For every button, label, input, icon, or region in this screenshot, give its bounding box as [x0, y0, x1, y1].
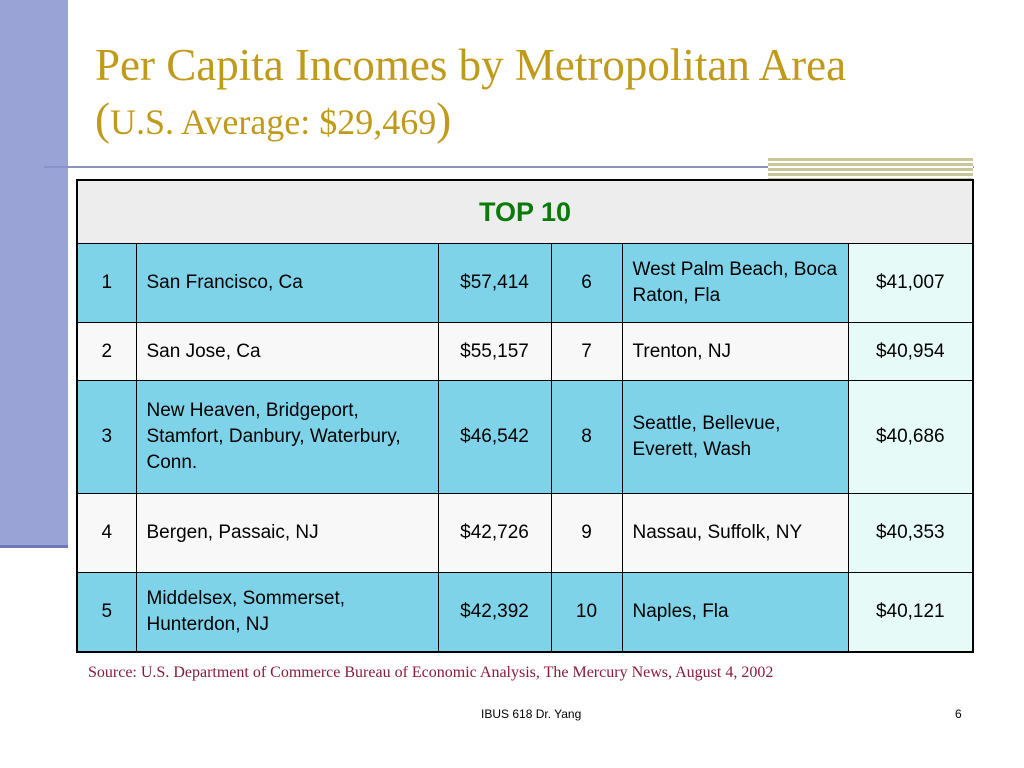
table-row — [77, 381, 973, 494]
income-cell: $46,542 — [438, 381, 551, 494]
rank-cell: 2 — [77, 323, 136, 381]
rank-cell: 5 — [77, 573, 136, 652]
income-cell: $40,121 — [848, 573, 973, 652]
source-note: Source: U.S. Department of Commerce Bureau of Economic Analysis, The Mercury News, August 4, 2002 — [88, 664, 774, 681]
table-header: TOP 10 — [77, 180, 973, 244]
area-cell: Bergen, Passaic, NJ — [136, 494, 438, 573]
left-decorative-bar — [0, 0, 68, 545]
income-cell: $42,392 — [438, 573, 551, 652]
area-cell: Seattle, Bellevue, Everett, Wash — [622, 381, 848, 494]
area-cell: Nassau, Suffolk, NY — [622, 494, 848, 573]
open-paren: ( — [95, 94, 110, 144]
income-cell: $55,157 — [438, 323, 551, 381]
rank-cell: 4 — [77, 494, 136, 573]
table-row — [77, 573, 973, 652]
income-cell: $40,686 — [848, 381, 973, 494]
area-cell: Middelsex, Sommerset, Hunterdon, NJ — [136, 573, 438, 652]
area-cell: Trenton, NJ — [622, 323, 848, 381]
left-bar-underline — [0, 545, 68, 548]
rank-cell: 9 — [551, 494, 622, 573]
title-subtitle: U.S. Average: $29,469 — [110, 102, 437, 142]
table-row — [77, 494, 973, 573]
rank-cell: 10 — [551, 573, 622, 652]
area-cell: New Heaven, Bridgeport, Stamfort, Danbury, Waterbury, Conn. — [136, 381, 438, 494]
income-cell: $41,007 — [848, 244, 973, 323]
footer-text: IBUS 618 Dr. Yang — [481, 707, 582, 721]
income-cell: $40,353 — [848, 494, 973, 573]
table-row — [77, 244, 973, 323]
rank-cell: 8 — [551, 381, 622, 494]
rank-cell: 3 — [77, 381, 136, 494]
rank-cell: 1 — [77, 244, 136, 323]
slide-title — [95, 38, 846, 149]
income-cell: $42,726 — [438, 494, 551, 573]
income-cell: $57,414 — [438, 244, 551, 323]
area-cell: San Francisco, Ca — [136, 244, 438, 323]
area-cell: San Jose, Ca — [136, 323, 438, 381]
area-cell: West Palm Beach, Boca Raton, Fla — [622, 244, 848, 323]
close-paren: ) — [436, 94, 452, 144]
income-table — [76, 179, 974, 653]
table-row — [77, 323, 973, 381]
area-cell: Naples, Fla — [622, 573, 848, 652]
accent-stripes — [768, 158, 973, 180]
rank-cell: 6 — [551, 244, 622, 323]
title-line: Per Capita Incomes by Metropolitan Area — [95, 40, 847, 90]
income-cell: $40,954 — [848, 323, 973, 381]
page-number: 6 — [955, 707, 962, 721]
rank-cell: 7 — [551, 323, 622, 381]
